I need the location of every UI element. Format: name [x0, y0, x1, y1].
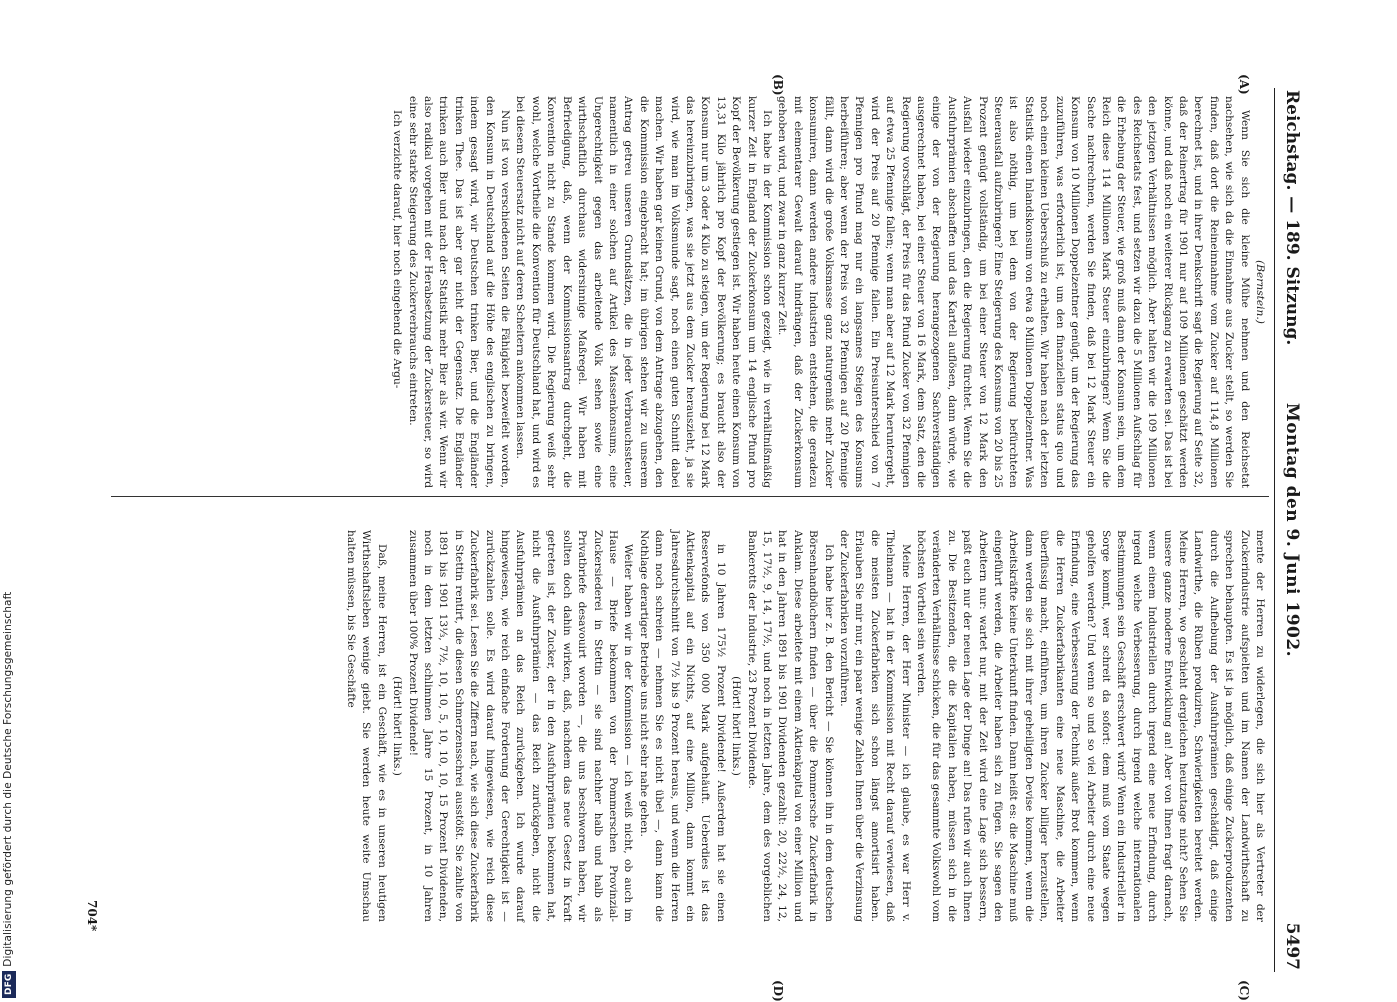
paragraph: Weiter haben wir in der Kommission — ich weiß nicht, ob auch im Hause — Briefe bekommen von der Pommerschen Provinzial-Zuckersiederei in Stettin — sie sind nachher halb und halb als Privatbriefe desavouirt worden —, die uns beschworen haben, wir sollten doch dahin wirken, daß, nachdem das neue Gesetz in Kraft getreten ist, der Zucker, der in den Ausfuhrprämien bekommen hat, nicht die Ausfuhrprämien — das Reich zurückgeben, nicht die Ausfuhrprämien an das Reich zurückgeben. Ich wurde darauf hingewiesen, wie reich einfache Forderung der Gerechtigkeit ist — zurückzahlen solle. Es wird darauf hingewiesen, wie reich diese Zuckerfabrik sei. Lesen Sie die Ziffern nach, wie sich diese Zuckerfabrik in Stettin rentirt, die diesen Schmerzensschrei ausstößt. Sie zahlte von 1891 bis 1901 13⅓, 7½, 10, 10, 5, 10, 10, 10, 15 Prozent Dividenden, noch in dem letzten schlimmen Jahre 15 Prozent, in 10 Jahren zusammen über 100% Prozent Dividende! [406, 530, 635, 922]
paragraph: mente der Herren zu widerlegen, die sich hier als Vertreter der Zuckerindustrie aufspielten und im Namen der Landwirthschaft zu sprechen behaupten. Es ist ja möglich, daß einige Zuckerproduzenten durch die Aufhebung der Ausfuhrprämien geschädigt, daß einige Landwirthe, die Rüben produziren, Schwierigkeiten bereitet werden. Meine Herren, wo geschieht dergleichen heutzutage nicht? Sehen Sie unsere ganze moderne Entwicklung an! Aber von Ihnen fragt darnach, wenn einem Industriellen durch irgend eine neue Erfindung, durch irgend welche Verbesserung, durch irgend welche internationalen Bestimmungen sein Geschäft erschwert wird? Wenn ein Industrieller in Sorge kommt, wer schreit da sofort: dem muß vom Staate wegen geholfen werden? Und wenn so und so viel Arbeiter durch eine neue Erfindung, eine Verbesserung der Technik außer Brot kommen, wenn die Herren Zuckerfabrikanten eine neue Maschine, die Arbeiter überflüssig macht, einführen, um ihren Zucker billiger herzustellen, dann werden sie sich mit ihrer geheiligten Devise kommen, wenn die Arbeitskräfte keine Unterkunft finden. Dann heißt es: die Maschine muß eingeführt werden, die Arbeiter haben sich zu fügen. Sie sagen den Arbeitern nur: wartet nur, mit der Zeit wird eine Lage sich bessern, paßt euch nur der neuen Lage der Dinge an! Das rufen wir auch Ihnen zu. Die Besitzenden, die die Kapitalien haben, müssen sich in die veränderten Verhältnisse schicken, die für das gesammte Volkswohl vom höchsten Vortheil sein werden. [915, 530, 1266, 922]
margin-marker-d: (D) [771, 980, 785, 1002]
header-rule [1274, 88, 1275, 972]
margin-marker-c: (C) [1237, 980, 1251, 1001]
margin-marker-a: (A) [1237, 74, 1251, 95]
paragraph: Nun ist von verschiedenen Seiten die Fähigkeit bezweifelt worden, den Konsum in Deutschland auf die Höhe des englischen zu bringen, indem gesagt wird, wir Deutschen trinken Bier, und die Engländer trinken Thee. Das ist aber gar nicht der Gegensatz. Die Engländer trinken auch Bier und nach der Statistik mehr Bier als wir. Wenn wir also radikal vorgehen mit der Herabsetzung der Zuckersteuer, so wird eine sehr starke Steigerung des Zuckerverbrauchs eintreten. [406, 96, 512, 488]
dfg-logo: DFG [2, 971, 16, 998]
column-divider [111, 496, 1269, 497]
left-column [389, 96, 1267, 488]
paragraph: in 10 Jahren 175½ Prozent Dividende! Außerdem hat sie einen Reservefonds von 350 000 Mark aufgehäuft. Ueberdies ist das Aktienkapital auf ein Nichts, auf eine Million, dann kommt ein Jahresdurchschnitt von 7½ bis 9 Prozent heraus, und wenn die Herren dann noch schreien — nehmen Sie es nicht übel —, dann kann die Nothlage derartiger Betriebe uns nicht sehr nahe gehen. [637, 530, 727, 922]
speaker-name: (Bernstein.) [1254, 260, 1266, 324]
paragraph: Ich habe hier z. B. den Bericht — Sie können ihn in dem deutschen Börsenhandbüchern finden — über die Pommersche Zuckerfabrik in Anklam. Diese arbeitete mit einem Aktienkapital von einer Million und hat in den Jahren 1891 bis 1901 Dividenden gezahlt: 20, 22½, 24, 12, 15, 17½, 9, 14, 17½, und noch in letzten Jahre, dem des vorgeblichen Bankerotts der Industrie, 23 Prozent Dividende. [745, 530, 835, 922]
margin-marker-b: (B) [771, 74, 785, 96]
paragraph: Ich verzichte darauf, hier noch eingehend die Argu- [391, 110, 404, 389]
paragraph: Ich habe in der Kommission schon gezeigt, wie in verhältnißmäßig kurzer Zeit in England der Zuckerkonsum um 14 englische Pfund pro Kopf der Bevölkerung gestiegen ist. Wir haben heute einen Konsum von 13,31 Kilo jährlich pro Kopf der Bevölkerung; es braucht also der Konsum nur um 3 oder 4 Kilo zu steigen, um der Regierung bei 12 Mark das hereinzubringen, was sie jetzt aus dem Zucker herauszieht, ja sie wird, wie man im Volksmunde sagt, noch einen guten Schnitt dabei machen. Wir haben gar keinen Grund, von dem Antrage abzugehen, den die Kommission eingebracht hat; im übrigen stehen wir zu unserem Antrag getreu unseren Grundsätzen, die in jeder Verbrauchssteuer, namentlich in einer solchen auf Artikel des Massenkonsums, eine Ungerechtigkeit gegen das arbeitende Volk sehen sowie eine wirthschaftlich durchaus widersinnige Maßregel. Wir haben mit Befriedigung, daß, wenn der Kommissionsantrag durchgeht, die Konvention nicht zu Stande kommen wird. Die Regierung weiß sehr wohl, welche Vortheile die Konvention für Deutschland hat, und wird es bei diesem Steuersatz nicht auf deren Scheitern ankommen lassen. [514, 96, 773, 488]
paragraph: Wenn Sie sich die kleine Mühe nehmen und den Reichsetat nachsehen, wie sich da die Einnahme aus Zucker stellt, so werden Sie finden, daß dort die Reineinnahme vom Zucker auf 114,8 Millionen berechnet ist, und in ihrer Denkschrift sagt die Regierung auf Seite 32, daß der Reinertrag für 1901 nur auf 109 Millionen geschätzt werden könne, und daß noch ein weiterer Rückgang zu erwarten sei. Das ist bei den jetzigen Verhältnissen möglich. Aber halten wir die 109 Millionen des Reichsetats fest, und setzen wir dazu die 5 Millionen Aufschlag für die Erhebung der Steuer, wie groß muß dann der Konsum sein, um dem Reich diese 114 Millionen Mark Steuer einzubringen? Wenn Sie die Sache nachrechnen, werden Sie finden, daß bei 12 Mark Steuer ein Konsum von 10 Millionen Doppelzentner genügt, um der Regierung das zuzuführen, was erforderlich ist, um den finanziellen status quo und noch einen kleinen Ueberschuß zu erhalten. Wir haben nach der letzten Statistik einen Inlandskonsum von etwa 8 Millionen Doppelzentner. Was ist also nöthig, um bei dem von der Regierung befürchteten Steuerausfall aufzubringen? Eine Steigerung des Konsums von 20 bis 25 Prozent genügt vollständig, um bei einer Steuer von 12 Mark den Ausfall wieder einzubringen, den die Regierung fürchtet. Wenn Sie die Ausfuhrprämien abschaffen und das Kartell auflösen, dann würde, wie einige der von der Regierung herangezogenen Sachverständigen ausgerechnet haben, bei einer Steuer von 16 Mark, dem Satz, den die Regierung vorschlägt, der Preis für das Pfund Zucker von 32 Pfennigen auf etwa 25 Pfennige fallen; wenn man aber auf 12 Mark heruntergeht, wird der Preis auf 20 Pfennige fallen. Ein Preisunterschied von 7 Pfennigen pro Pfund mag nur ein langsames Steigen des Konsums herbeiführen; aber wenn der Preis von 32 Pfennigen auf 20 Pfennige fällt, dann wird die große Volksmasse ganz naturgemäß mehr Zucker konsumiren, dann werden andere Industrien entstehen, die geradezu mit elementarer Gewalt darauf hindrängen, daß der Zuckerkonsum gehoben wird, und zwar in ganz kurzer Zeit. [776, 96, 1251, 488]
header-session: Reichstag. — 189. Sitzung. [1282, 90, 1302, 346]
paragraph: Meine Herren, der Herr Minister — ich glaube, es war Herr v. Thielmann — hat in der Kommission mit Recht darauf verwiesen, daß die meisten Zuckerfabriken sich schon längst amortisirt haben. Erlauben Sie mir nur, ein paar wenige Zahlen Ihnen über die Verzinsung der Zuckerfabriken vorzuführen. [838, 530, 912, 922]
page-number: 5497 [1282, 922, 1302, 970]
page-header [1276, 90, 1302, 970]
paragraph: Daß, meine Herren, ist ein Geschäft, wie es in unseren heutigen Wirthschaftsleben wenige giebt. Sie werden heute weite Umschau halten müssen, bis Sie Geschäfte [345, 530, 388, 922]
footer-credit: Digitalisierung gefördert durch die Deutsche Forschungsgemeinschaft [2, 591, 14, 967]
interjection: (Hört! hört! links.) [730, 676, 743, 776]
header-date: Montag den 9. Juni 1902. [1282, 402, 1302, 658]
page-signature: 704* [85, 900, 99, 932]
right-column [343, 530, 1267, 922]
interjection: (Hört! hört! links.) [391, 676, 404, 776]
